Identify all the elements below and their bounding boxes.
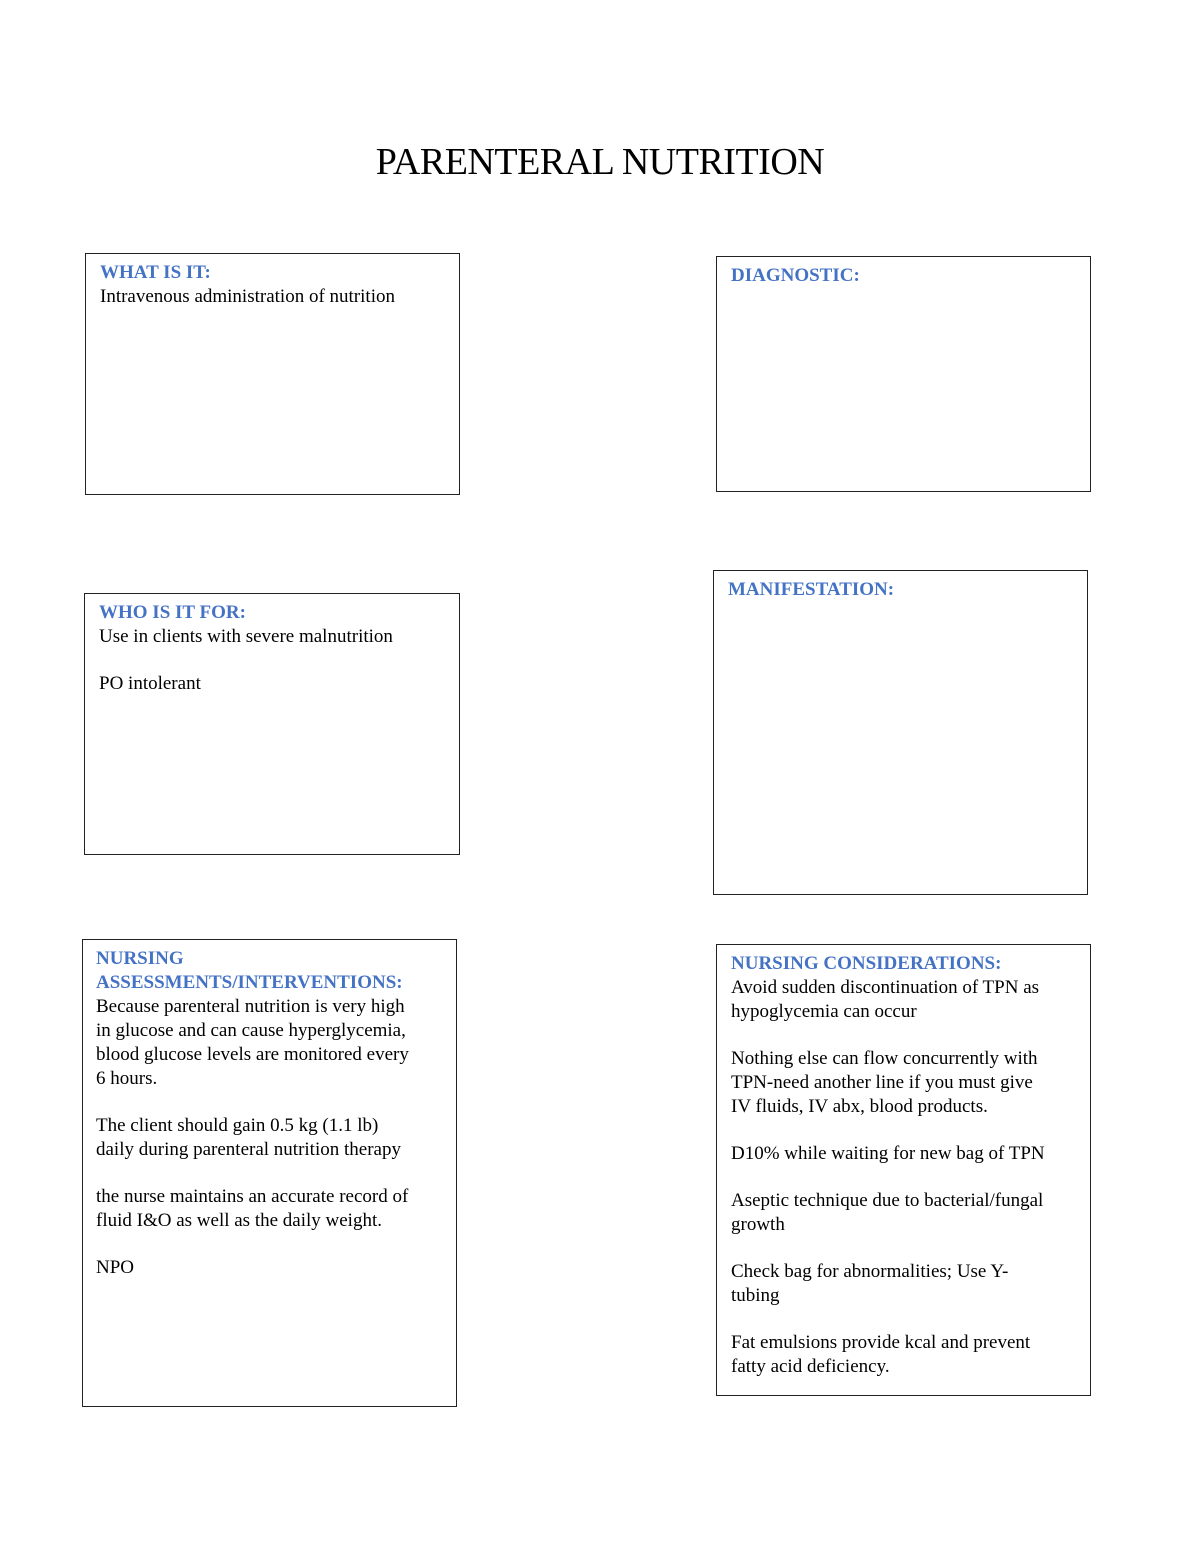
consideration-line: Avoid sudden discontinuation of TPN as [731,977,1040,998]
consideration-line: IV fluids, IV abx, blood products. [731,1096,988,1117]
consideration-line: fatty acid deficiency. [731,1356,890,1377]
diagnostic-heading: DIAGNOSTIC: [731,265,860,286]
consideration-line: Check bag for abnormalities; Use Y- [731,1261,1009,1282]
consideration-line: Nothing else can flow concurrently with [731,1048,1038,1069]
assessment-line: The client should gain 0.5 kg (1.1 lb) [96,1115,379,1136]
page-title: PARENTERAL NUTRITION [375,141,825,183]
who-is-it-for-line: Use in clients with severe malnutrition [99,626,393,647]
assessment-line: in glucose and can cause hyperglycemia, [96,1020,406,1041]
assessment-line: 6 hours. [96,1068,158,1089]
what-is-it-text: Intravenous administration of nutrition [100,286,395,307]
consideration-line: TPN-need another line if you must give [731,1072,1033,1093]
manifestation-heading: MANIFESTATION: [728,579,895,600]
assessment-line: fluid I&O as well as the daily weight. [96,1210,382,1231]
assessment-line: Because parenteral nutrition is very high [96,996,405,1017]
consideration-line: Aseptic technique due to bacterial/fungal [731,1190,1044,1211]
nursing-considerations-box [716,944,1091,1396]
nursing-assessments-heading: NURSING [96,948,184,969]
consideration-line: Fat emulsions provide kcal and prevent [731,1332,1031,1353]
consideration-line: D10% while waiting for new bag of TPN [731,1143,1045,1164]
diagnostic-box [716,256,1091,492]
manifestation-box [713,570,1088,895]
assessment-line: the nurse maintains an accurate record of [96,1186,409,1207]
assessment-line: NPO [96,1257,135,1278]
nursing-considerations-heading: NURSING CONSIDERATIONS: [731,953,1002,974]
who-is-it-for-heading: WHO IS IT FOR: [99,602,246,623]
nursing-assessments-heading: ASSESSMENTS/INTERVENTIONS: [96,972,403,993]
who-is-it-for-line: PO intolerant [99,673,201,694]
nursing-assessments-box [82,939,457,1407]
consideration-line: tubing [731,1285,780,1306]
what-is-it-box [85,253,460,495]
assessment-line: blood glucose levels are monitored every [96,1044,409,1065]
what-is-it-heading: WHAT IS IT: [100,262,211,283]
assessment-line: daily during parenteral nutrition therapy [96,1139,401,1160]
who-is-it-for-box [84,593,460,855]
consideration-line: growth [731,1214,785,1235]
consideration-line: hypoglycemia can occur [731,1001,917,1022]
